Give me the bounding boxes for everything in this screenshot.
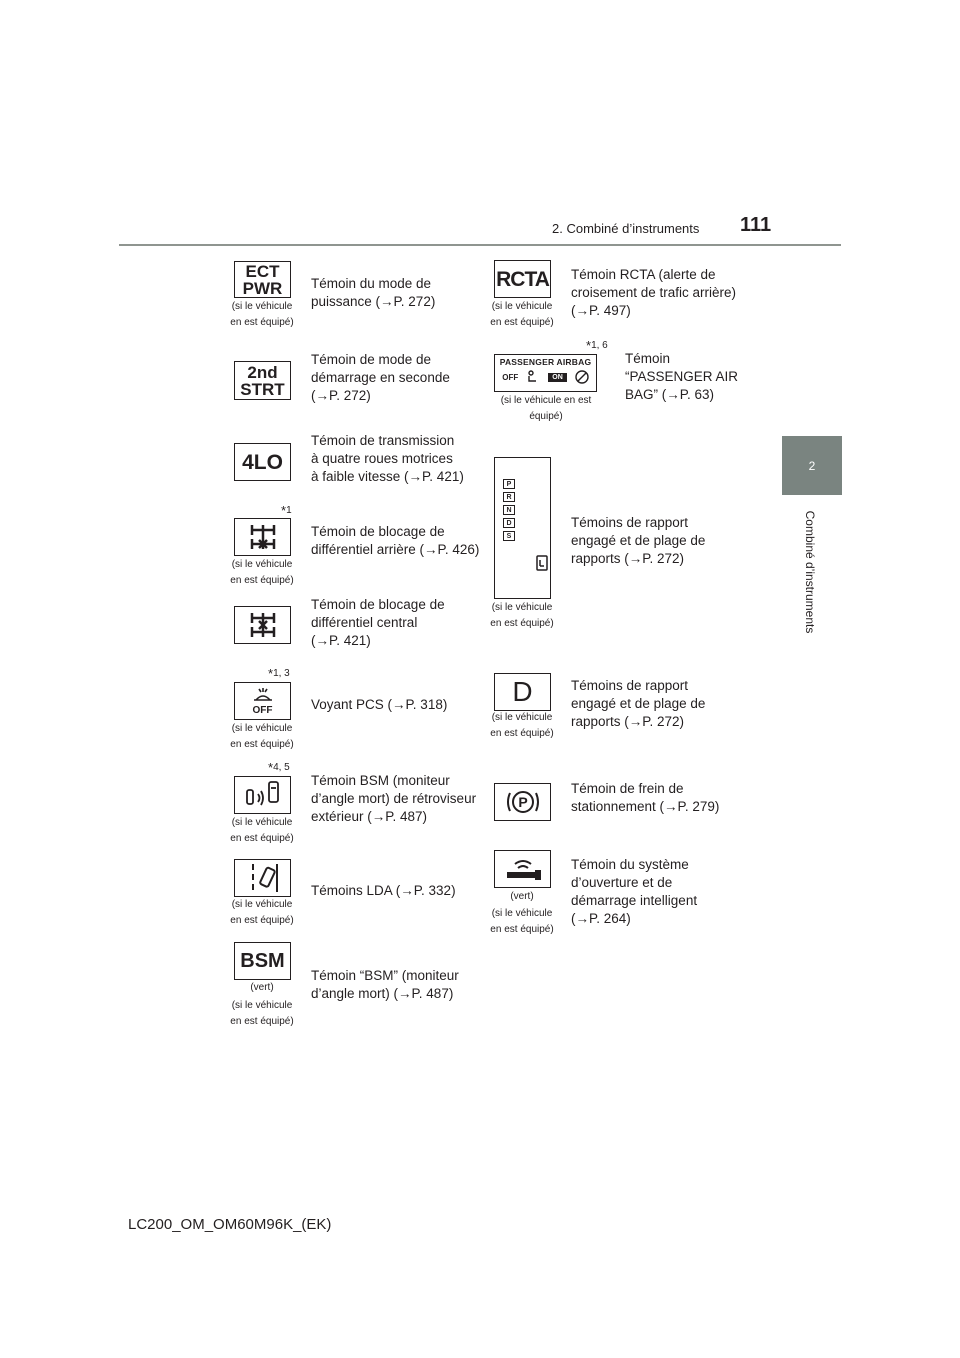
section-title: 2. Combiné d’instruments xyxy=(552,221,700,236)
gear-indicator-icon xyxy=(494,457,551,599)
description: Témoin du système d’ouverture et de démarrage intelligent (→P. 264) xyxy=(571,857,698,926)
equipment-note: (si le véhicule en est équipé) xyxy=(490,908,554,935)
passenger-airbag-title: PASSENGER AIRBAG xyxy=(499,357,592,367)
rear-diff-lock-icon xyxy=(234,518,291,556)
footnote-marker: *1 xyxy=(281,503,292,518)
equipment-note: (si le véhicule en est équipé) xyxy=(230,817,294,844)
lda-icon xyxy=(234,859,291,897)
chapter-label: Combiné d’instruments xyxy=(802,510,817,634)
svg-text:P: P xyxy=(517,794,528,810)
4lo-icon: 4LO xyxy=(234,443,291,481)
passenger-airbag-icon: PASSENGER AIRBAG OFF ON xyxy=(494,354,597,392)
page-number: 111 xyxy=(740,214,772,236)
rcta-icon: RCTA xyxy=(494,260,551,298)
shift-lever-icon xyxy=(536,555,548,571)
center-diff-lock-icon xyxy=(234,606,291,644)
equipment-note: (si le véhicule en est équipé) xyxy=(230,1000,294,1027)
header-rule xyxy=(119,244,841,246)
chapter-tab xyxy=(782,436,842,495)
equipment-note: (si le véhicule en est équipé) xyxy=(230,723,294,750)
gear-d-label: D xyxy=(503,518,515,528)
2nd-start-icon: 2nd STRT xyxy=(234,361,291,400)
seat-off-icon xyxy=(575,370,589,384)
description: Témoin RCTA (alerte de croisement de trafic arrière) (→P. 497) xyxy=(571,267,737,318)
document-code: LC200_OM_OM60M96K_(EK) xyxy=(128,1216,332,1233)
seat-icon xyxy=(526,370,540,384)
smart-key-icon xyxy=(494,850,551,888)
equipment-note: (si le véhicule en est équipé) xyxy=(490,301,554,328)
description: Voyant PCS (→P. 318) xyxy=(311,697,448,712)
description: Témoin de blocage de différentiel central (→P. 421) xyxy=(311,597,445,648)
bsm-icon: BSM xyxy=(234,942,291,980)
gear-n-label: N xyxy=(503,505,515,515)
description: Témoin de blocage de différentiel arrière (→P. 426) xyxy=(311,524,480,557)
footnote-marker: *1, 3 xyxy=(268,666,290,681)
equipment-note: (si le véhicule en est équipé) xyxy=(490,712,554,739)
description: Témoins de rapport engagé et de plage de rapports (→P. 272) xyxy=(571,678,706,729)
footnote-marker: *1, 6 xyxy=(586,338,608,353)
description: Témoin de mode de démarrage en seconde (→P. 272) xyxy=(311,352,450,403)
bsm-mirror-icon xyxy=(234,776,291,814)
equipment-note: (si le véhicule en est équipé) xyxy=(230,301,294,328)
description: Témoins LDA (→P. 332) xyxy=(311,883,456,898)
gear-d-icon: D xyxy=(494,673,551,711)
ect-pwr-icon: ECT PWR xyxy=(234,261,291,298)
color-note: (vert) xyxy=(510,891,534,902)
equipment-note: (si le véhicule en est équipé) xyxy=(230,899,294,926)
equipment-note: (si le véhicule en est équipé) xyxy=(230,559,294,586)
gear-r-label: R xyxy=(503,492,515,502)
pcs-icon: OFF xyxy=(234,682,291,720)
gear-s-label: S xyxy=(503,531,515,541)
footnote-marker: *4, 5 xyxy=(268,760,290,775)
description: Témoin “PASSENGER AIR BAG” (→P. 63) xyxy=(625,351,739,402)
description: Témoin du mode de puissance (→P. 272) xyxy=(311,276,436,309)
description: Témoin de transmission à quatre roues motrices à faible vitesse (→P. 421) xyxy=(311,433,464,484)
gear-p-label: P xyxy=(503,479,515,489)
equipment-note: (si le véhicule en est équipé) xyxy=(500,395,592,422)
chapter-number: 2 xyxy=(808,458,816,473)
description: Témoins de rapport engagé et de plage de rapports (→P. 272) xyxy=(571,515,706,566)
description: Témoin “BSM” (moniteur d’angle mort) (→P. 487) xyxy=(311,968,459,1001)
description: Témoin BSM (moniteur d’angle mort) de rétroviseur extérieur (→P. 487) xyxy=(311,773,477,824)
color-note: (vert) xyxy=(250,982,274,993)
equipment-note: (si le véhicule en est équipé) xyxy=(490,602,554,629)
description: Témoin de frein de stationnement (→P. 279) xyxy=(571,781,720,814)
parking-brake-icon xyxy=(494,783,551,821)
